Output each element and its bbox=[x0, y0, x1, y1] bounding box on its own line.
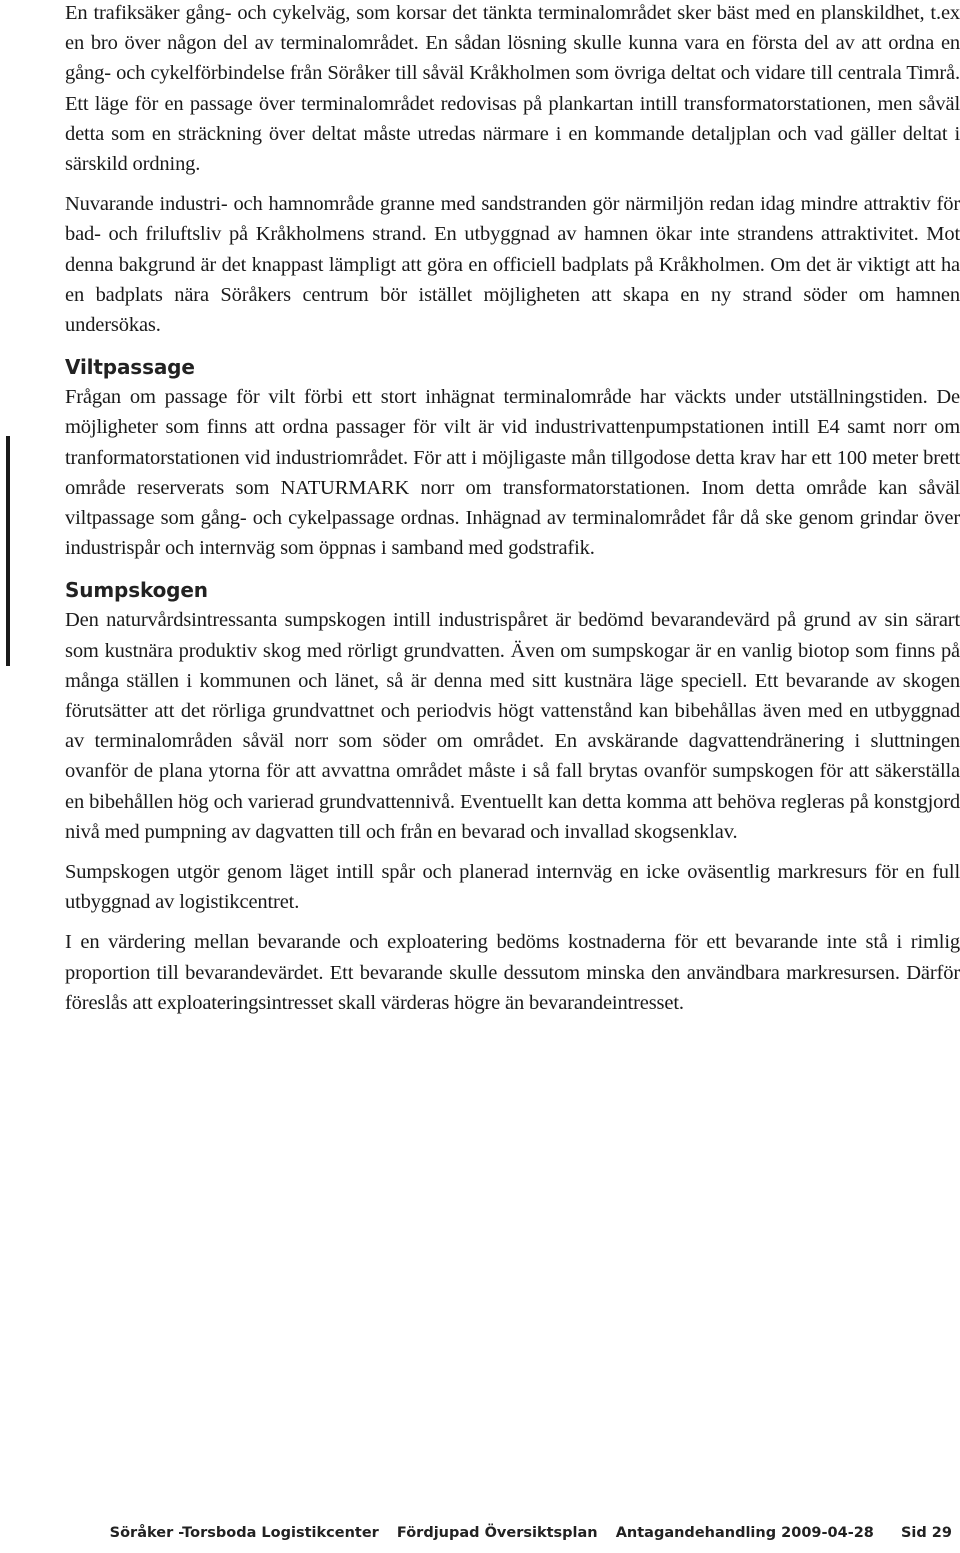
paragraph-sumpskogen-1: Den naturvårdsintressanta sumpskogen intill industrispåret är bedömd bevarandevärd på grund av sin särart som kustnära produktiv skog med rörligt grundvatten. Även om sumpskogar är en vanlig biotop som finns på många ställen i kommunen och länet, så är denna med sitt kustnära läge speciell. Ett bevarande av skogen förutsätter att det rörliga grundvattnet och periodvis högt vattenstånd kan bibehållas även med en utbyggnad av terminalområden såväl norr som söder om området. En avskärande dagvattendränering i sluttningen ovanför de plana ytorna för att avvattna området måste i så fall brytas ovanför sumpskogen för att säkerställa en bibehållen hög och varierad grundvattennivå. Eventuellt kan detta komma att behöva regleras på konstgjord nivå med pumpning av dagvatten till och från en bevarad och invallad skogsenklav. bbox=[65, 609, 960, 843]
revision-change-bar bbox=[6, 436, 10, 666]
footer-plan: Fördjupad Översiktsplan bbox=[396, 1525, 598, 1541]
paragraph-beach: Nuvarande industri- och hamnområde granne med sandstranden gör närmiljön redan idag mindre attraktiv för bad- och friluftsliv på Kråkholmens strand. En utbyggnad av hamnen ökar inte strandens attraktivitet. Mot denna bakgrund är det knappast lämpligt att göra en officiell badplats på Kråkholmen. Om det är viktigt att ha en badplats nära Söråkers centrum bör istället möjligheten att skapa en ny strand söder om hamnen undersökas. bbox=[65, 193, 960, 337]
footer-project: Söråker -Torsboda Logistikcenter bbox=[109, 1525, 379, 1541]
page-footer bbox=[110, 1525, 952, 1541]
paragraph-viltpassage: Frågan om passage för vilt förbi ett stort inhägnat terminalområde har väckts under utställningstiden. De möjligheter som finns att ordna passager för vilt är vid industrivattenpumpstationen intill E4 samt norr om tranformatorstationen vid industriområdet. För att i möjligaste mån tillgodose detta krav har ett 100 meter brett område reserverats som NATURMARK norr om transformatorstationen. Inom detta område kan såväl viltpassage som gång- och cykelpassage ordnas. Inhägnad av terminalområdet får då ske genom grindar över industrispår och internväg som öppnas i samband med godstrafik. bbox=[65, 386, 960, 560]
footer-page-number: Sid 29 bbox=[900, 1525, 952, 1541]
document-body bbox=[65, 0, 960, 1018]
footer-stage: Antagandehandling 2009-04-28 bbox=[615, 1525, 874, 1541]
paragraph-sumpskogen-3: I en värdering mellan bevarande och exploatering bedöms kostnaderna för ett bevarande inte stå i rimlig proportion till bevarandevärdet. Ett bevarande skulle dessutom minska den användbara markresursen. Därför föreslås att exploateringsintresset skall värderas högre än bevarandeintresset. bbox=[65, 931, 960, 1014]
paragraph-sumpskogen-2: Sumpskogen utgör genom läget intill spår och planerad internväg en icke oväsentlig markresurs för en full utbyggnad av logistikcentret. bbox=[65, 861, 960, 914]
paragraph-passage-bridge: En trafiksäker gång- och cykelväg, som korsar det tänkta terminalområdet sker bäst med en planskildhet, t.ex en bro över någon del av terminalområdet. En sådan lösning skulle kunna vara en första del av att ordna en gång- och cykelförbindelse från Söråker till såväl Kråkholmen som övriga deltat och vidare till centrala Timrå. Ett läge för en passage över terminalområdet redovisas på plankartan intill transformatorstationen, men såväl detta som en sträckning över deltat måste utredas närmare i en kommande detaljplan och vad gäller deltat i särskild ordning. bbox=[65, 2, 960, 176]
heading-viltpassage: Viltpassage bbox=[65, 355, 195, 380]
heading-sumpskogen: Sumpskogen bbox=[65, 578, 208, 603]
